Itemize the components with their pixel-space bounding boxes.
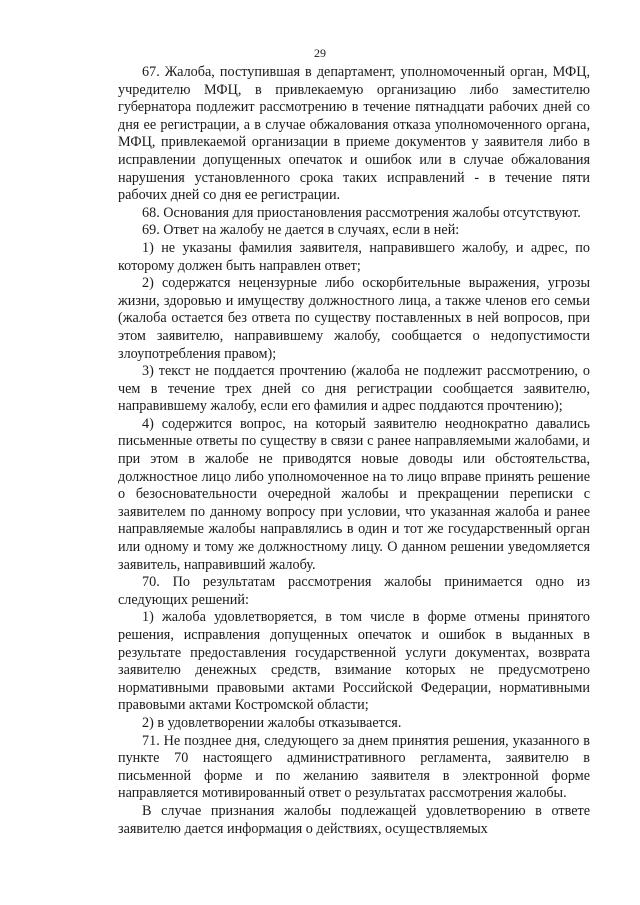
paragraph-70: 70. По результатам рассмотрения жалобы принимается одно из следующих решений: — [118, 574, 590, 608]
paragraph-69-item-3: 3) текст не поддается прочтению (жалоба не подлежит рассмотрению, о чем в течение трех дней со дня регистрации сообщается заявителю, направившему жалобу, если его фамилия и адрес поддаются прочтению); — [118, 363, 590, 415]
document-body — [118, 64, 590, 838]
paragraph-69-item-2: 2) содержатся нецензурные либо оскорбительные выражения, угрозы жизни, здоровью и имуществу должностного лица, а также членов его семьи (жалоба остается без ответа по существу поставленных в ней вопросов, при этом заявителю, направившему жалобу, сообщается о недопустимости злоупотребления правом); — [118, 275, 590, 362]
paragraph-70-item-2: 2) в удовлетворении жалобы отказывается. — [142, 714, 402, 731]
paragraph-68: 68. Основания для приостановления рассмотрения жалобы отсутствуют. — [142, 204, 581, 221]
paragraph-69: 69. Ответ на жалобу не дается в случаях, если в ней: — [142, 222, 460, 239]
paragraph-69-item-1: 1) не указаны фамилия заявителя, направившего жалобу, и адрес, по которому должен быть направлен ответ; — [118, 239, 590, 274]
page-number: 29 — [314, 46, 326, 60]
paragraph-69-item-4: 4) содержится вопрос, на который заявителю неоднократно давались письменные ответы по существу в связи с ранее направляемыми жалобами, и при этом в жалобе не приводятся новые доводы или обстоятельства, должностное лицо либо уполномоченное на то лицо вправе принять решение о безосновательности очередной жалобы и прекращении переписки с заявителем по данному вопросу при условии, что указанная жалоба и ранее направляемые жалобы направлялись в один и тот же государственный орган или одному и тому же должностному лицу. О данном решении уведомляется заявитель, направивший жалобу. — [118, 415, 590, 573]
paragraph-71: 71. Не позднее дня, следующего за днем принятия решения, указанного в пункте 70 настоящего административного регламента, заявителю в письменной форме и по желанию заявителя в электронной форме направляется мотивированный ответ о результатах рассмотрения жалобы. — [118, 732, 590, 802]
paragraph-70-item-1: 1) жалоба удовлетворяется, в том числе в форме отмены принятого решения, исправления допущенных опечаток и ошибок в выданных в результате предоставления государственной услуги документах, возврата заявителю денежных средств, взимание которых не предусмотрено нормативными правовыми актами Российской Федерации, нормативными правовыми актами Костромской области; — [118, 609, 590, 714]
paragraph-71-continuation: В случае признания жалобы подлежащей удовлетворению в ответе заявителю дается информация о действиях, осуществляемых — [118, 802, 590, 837]
paragraph-67: 67. Жалоба, поступившая в департамент, уполномоченный орган, МФЦ, учредителю МФЦ, в привлекаемую организацию либо заместителю губернатора подлежит рассмотрению в течение пятнадцати рабочих дней со дня ее регистрации, а в случае обжалования отказа уполномоченного органа, МФЦ, привлекаемой организации в приеме документов у заявителя либо в исправлении допущенных опечаток и ошибок или в случае обжалования нарушения установленного срока таких исправлений - в течение пяти рабочих дней со дня ее регистрации. — [118, 64, 590, 204]
